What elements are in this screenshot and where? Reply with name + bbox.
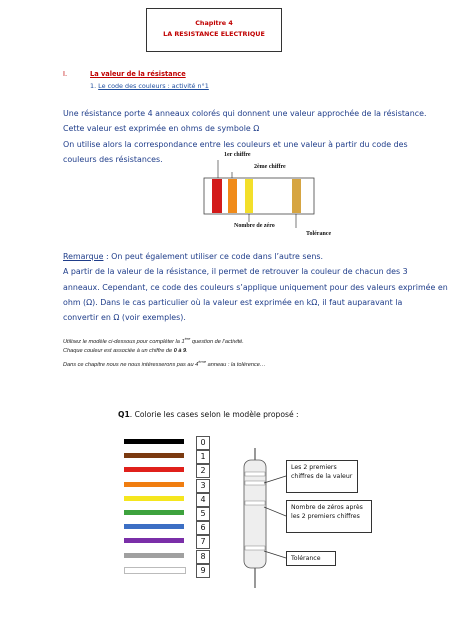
color-swatch xyxy=(124,538,184,543)
chapter-title: LA RESISTANCE ELECTRIQUE xyxy=(163,30,265,38)
label-zeros: Nombre de zéro xyxy=(234,223,275,229)
label-tolerance: Tolérance xyxy=(306,231,332,237)
chapter-number: Chapitre 4 xyxy=(195,19,233,27)
intro-line: Cette valeur est exprimée en ohms de symbole Ω xyxy=(63,124,260,134)
remark-paragraph xyxy=(63,249,448,325)
color-swatch xyxy=(124,496,184,501)
note-line-1: Utilisez le modèle ci-dessous pour compléter la 1ère question de l’activité. xyxy=(63,336,244,345)
section-heading xyxy=(63,70,263,80)
remark-text: : On peut également utiliser ce code dans l’autre sens. xyxy=(103,252,323,261)
remark-line: convertir en Ω (voir exemples). xyxy=(63,313,186,323)
subsection-heading xyxy=(90,82,209,90)
digit-box: 5 xyxy=(196,507,210,521)
label-first-digit: 1er chiffre xyxy=(224,152,251,158)
callout-number-of-zeros: Nombre de zéros après les 2 premiers chiffres xyxy=(286,500,372,533)
digit-box: 1 xyxy=(196,450,210,464)
connector-first-two xyxy=(264,476,286,483)
digit-box: 9 xyxy=(196,564,210,578)
digit-box: 8 xyxy=(196,550,210,564)
color-swatch xyxy=(124,510,184,515)
question-q1 xyxy=(118,410,299,419)
chapter-title-box xyxy=(146,8,282,52)
band-second xyxy=(228,179,237,213)
digit-box: 2 xyxy=(196,464,210,478)
callout-first-two-digits: Les 2 premiers chiffres de la valeur xyxy=(286,460,358,493)
color-swatch xyxy=(124,467,184,472)
intro-line: couleurs des résistances. xyxy=(63,154,163,164)
note-line-2: Chaque couleur est associée à un chiffre de 0 à 9. xyxy=(63,348,188,355)
digit-box: 6 xyxy=(196,521,210,535)
band-tolerance xyxy=(292,179,301,213)
note-line-3: Dans ce chapitre nous ne nous intéresserons pas au 4ème anneau : la tolérence… xyxy=(63,359,266,368)
band-multiplier xyxy=(245,179,253,213)
remark-line-1 xyxy=(63,249,448,264)
digit-box: 4 xyxy=(196,493,210,507)
color-swatch xyxy=(124,453,184,458)
activity-notes xyxy=(63,334,265,371)
subsection-title: Le code des couleurs : activité n°1 xyxy=(98,82,209,90)
remark-line: anneaux. Cependant, ce code des couleurs s’applique uniquement pour des valeurs exprimée en xyxy=(63,282,448,292)
section-number: I. xyxy=(63,70,68,78)
color-swatch xyxy=(124,524,184,529)
section-title: La valeur de la résistance xyxy=(90,70,186,78)
remark-label: Remarque xyxy=(63,252,104,261)
intro-line: Une résistance porte 4 anneaux colorés qui donnent une valeur approchée de la résistance. xyxy=(63,109,427,118)
color-swatch xyxy=(124,482,184,487)
digit-box: 3 xyxy=(196,479,210,493)
remark-line: A partir de la valeur de la résistance, il permet de retrouver la couleur de chacun des 3 xyxy=(63,267,408,277)
remark-line: ohm (Ω). Dans le cas particulier où la valeur est exprimée en kΩ, il faut auparavant la xyxy=(63,297,403,307)
digit-box: 7 xyxy=(196,535,210,549)
connector-zeros xyxy=(264,507,286,516)
connector-tolerance xyxy=(264,551,286,558)
callout-tolerance: Tolérance xyxy=(286,551,336,566)
digit-box: 0 xyxy=(196,436,210,450)
band-first xyxy=(212,179,222,213)
resistor-figure xyxy=(190,150,370,242)
color-swatch xyxy=(124,553,184,558)
subsection-number: 1. xyxy=(90,82,97,90)
q1-label: Q1 xyxy=(118,410,130,419)
color-swatch xyxy=(124,567,186,574)
label-second-digit: 2ème chiffre xyxy=(254,164,286,170)
color-swatch xyxy=(124,439,184,444)
q1-text: . Colorie les cases selon le modèle proposé : xyxy=(129,410,299,419)
intro-line: On utilise alors la correspondance entre les couleurs et une valeur à partir du code des xyxy=(63,139,408,149)
